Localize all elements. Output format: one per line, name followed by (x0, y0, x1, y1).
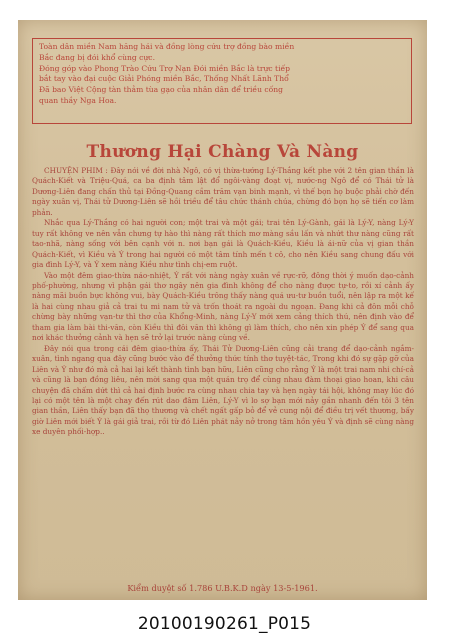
notice-box (32, 38, 412, 124)
notice-line: Đã bao Việt Cộng tàn thảm tùa gạo của nhân dân để triều cống (39, 85, 284, 95)
story-paragraph: Nhắc qua Lý-Thắng có hai người con; một trai và một gái; trai tên Lý-Gành, gái là Lý-Y, nàng Lý-Y tuy rất không ve nên vẫn chưng tự hào thì nàng rất thích mơ màng sầu lấn và nhứt thư nàng cũng rất tao-nhã, nàng sống với bên cạnh với n. nơi bạn gái là Quách-Kiều, Kiều là ái-nữ của vị gian thần Quách-Kiết, vì Kiều và Ý trong hai người có một tâm tính mến t cô, cho nên Kiều sang chung đấu với gia đình Lý-Y, và Ý xem nàng Kiều như tình chị-em ruột. (32, 218, 414, 270)
archive-id-caption: 20100190261_P015 (137, 614, 312, 634)
notice-line: Đóng góp vào Phong Trào Cứu Trợ Nạn Đói miền Bắc là trực tiếp (39, 63, 291, 73)
story-title: Thương Hại Chàng Và Nàng (86, 142, 359, 162)
story-paragraph: Vào một đêm giao-thừa náo-nhiệt, Ý rất với nàng ngày xuân về rực-rỡ, đông thời ý muốn dạo-cảnh phố-phường, nhưng vì phận gái thơ ngây nên gia đình không để cho nàng được tự-to, rồi xí cảnh ấy nàng mãi buồn bực không vui, bày Quách-Kiều trông thấy nàng quá ưu-tư buồn tuổi, nên lập ra một kế là hai cùng nhau giả cả trai tu mi nam tử và trốn thoát ra ngoài du ngoạn. Đang khi cả đôn mỗi chỗ chừng bày những vạn-tư thì thơ của Khổng-Minh, nàng Lý-Y mới xem cảng thích thú, nên định vào để tham gia làm bài thi-văn, còn Kiều thì đôi văn thì không gì làm thích, cho nên xin phép Ý để sang qua nơi khác thưởng cảnh và hẹn sẽ trở lại trước nàng cùng về. (32, 270, 414, 343)
notice-line: Toàn dân miền Nam hăng hái và đồng lòng cứu trợ đồng bào miền (39, 42, 295, 51)
notice-line: Bắc đang bị đói khổ cùng cực. (39, 52, 155, 62)
story-body (32, 166, 414, 438)
story-paragraph: CHUYỆN PHIM : Đây nói về đời nhà Ngô, có vị thừa-tướng Lý-Thắng kết phe với 2 tên gian thần là Quách-Kiết và Triệu-Quá, ca ba định tâm lật đổ ngôi-vàng đoạt vị, nước-ng Ngô để có Thái tử là Dương-Liên đang chấn thủ tại Đồng-Quang cầm trăm vạn binh mạnh, vì thế bọn họ buộc phải chờ đến ngày xuân vị, Thái tử Dương-Liên sẽ hồi triều để tâu chức thánh chúa, chừng đó bọn họ sẽ tiến cơ làm phản. (32, 166, 414, 217)
story-paragraph: Đây nói qua trong cái đêm giao-thừa ấy, Thái Tử Dương-Liên cũng cải trang để dạo-cảnh ngắm-xuân, tình ngang qua đây cũng bước vào để thưởng thức tính thơ tuyệt-tác, Trong khi đó sự gặp gỡ của Liên và Ý như đó mà cả hai lại kết thành tình bạn hữu, Liên cũng cho rằng Ý là một trai nam nhi chí-cả và cũng là bạn đồng liêu, nên mời sang qua một quán trọ để cùng nhau đàm thoại giao hoan, khi câu chuyện đã chấm dứt thì cả hai định bước ra cùng nhau chia tay và hẹn ngày tái hội, không may lúc đó lại có một tên là một chay đến rút dao đâm Liên, Lý-Y vì lo sợ bạn mới nảy gần nhanh đến tôi 3 tên gian thần, Liên thấy bạn đã thọ thương và chết ngất gấp bỏ để vẻ cung nội để điều trị vết thương, bấy giờ Liên mới biết Ý là gái giả trai, rồi từ đó Liên phát nảy nở trong tâm hồn yêu Ý và định sẽ cùng nàng xe duyên phối-hợp.. (32, 343, 414, 437)
notice-line: quan thầy Nga Hoa. (39, 95, 117, 105)
censorship-footer: Kiểm duyệt số 1.786 U.B.K.D ngày 13-5-1961. (127, 583, 318, 593)
notice-line: bắt tay vào đại cuộc Giải Phóng miền Bắc, Thống Nhất Lãnh Thổ (39, 74, 289, 84)
printed-leaflet (18, 20, 427, 600)
